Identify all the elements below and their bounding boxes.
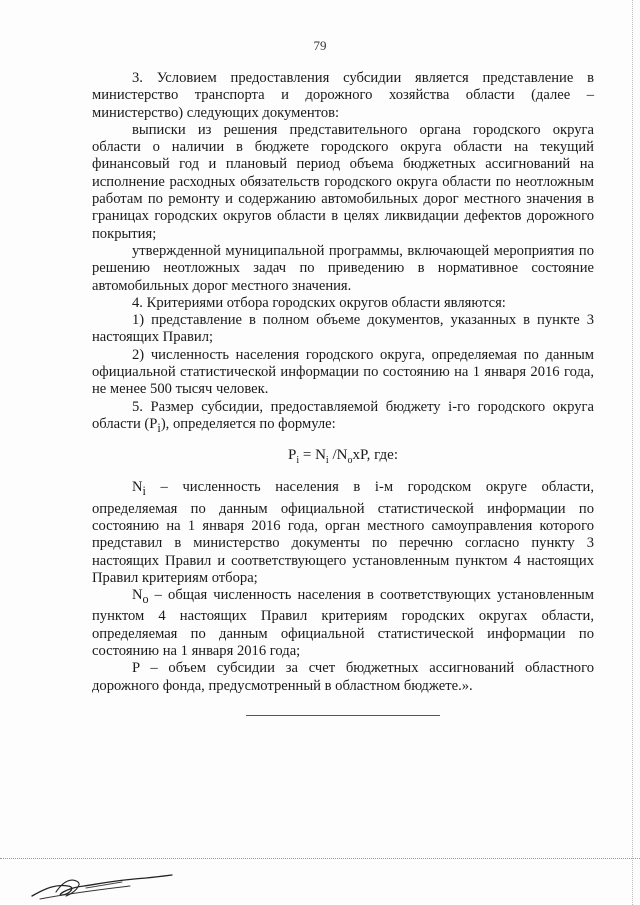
paragraph-condition: 3. Условием предоставления субсидии является представление в министерство транспорта и дорожного хозяйства области (далее – министерство) следующих документов: — [92, 70, 594, 121]
no-text: – общая численность населения в соответствующих установленным пунктом 4 настоящих Правил критериям городских округах области, определяемая по данным официальной статистической информации по состоянию на 1 января 2016 года; — [92, 587, 594, 659]
bottom-rule — [0, 858, 640, 859]
subsidy-size-text-a: 5. Размер субсидии, предоставляемой бюджету i-го городского округа области (P — [92, 398, 594, 432]
formula-eq: = N — [299, 447, 326, 464]
scan-edge — [632, 0, 633, 905]
document-body — [92, 70, 594, 695]
signature-mark — [26, 866, 176, 904]
formula-lhs: P — [288, 447, 297, 464]
paragraph-p-definition: P – объем субсидии за счет бюджетных ассигнований областного дорожного фонда, предусмотренный в областном бюджете.». — [92, 660, 594, 694]
formula-tail: xP, где: — [352, 447, 398, 464]
paragraph-program: утвержденной муниципальной программы, включающей мероприятия по решению неотложных задач по приведению в нормативное состояние автомобильных дорог местного значения. — [92, 242, 594, 294]
page-number: 79 — [313, 38, 327, 53]
paragraph-extract: выписки из решения представительного органа городского округа области о наличии в бюджете городского округа области на текущий финансовый год и плановый период объема бюджетных ассигнований на исполнение расходных обязательств городского округа области по неотложным работам по ремонту и содержанию автомобильных дорог местного значения в границах городских округов области в целях ликвидации дефектов дорожного покрытия; — [92, 121, 594, 242]
paragraph-criteria-heading: 4. Критериями отбора городских округов области являются: — [132, 294, 506, 311]
paragraph-criterion-2: 2) численность населения городского округа, определяемая по данным официальной статистической информации по состоянию на 1 января 2016 года, не менее 500 тысяч человек. — [92, 346, 594, 398]
paragraph-ni-definition — [92, 479, 594, 587]
ni-text: – численность населения в i-м городском округе области, определяемая по данным официальной статистической информации по состоянию на 1 января 2016 года, орган местного самоуправления которого представил в министерство документы по перечню согласно пункту 3 настоящих Правил и соответствующего установленным пунктом 4 настоящих Правил критериям отбора; — [92, 479, 594, 586]
end-divider — [246, 715, 440, 716]
paragraph-criterion-1: 1) представление в полном объеме документов, указанных в пункте 3 настоящих Правил; — [92, 312, 594, 346]
no-symbol: N — [132, 587, 143, 604]
paragraph-subsidy-size — [92, 399, 594, 438]
subsidy-size-text-b: ), определяется по формуле: — [160, 415, 336, 432]
formula-no-sub: o — [347, 455, 353, 467]
subsidy-formula — [92, 447, 594, 469]
formula-lhs-sub: i — [296, 455, 300, 467]
no-sub: o — [142, 592, 149, 607]
ni-sub: i — [142, 484, 146, 499]
formula-div: /N — [328, 447, 348, 464]
formula-n-sub: i — [325, 455, 329, 467]
ni-symbol: N — [132, 479, 143, 496]
subsidy-size-sub: i — [157, 420, 161, 435]
paragraph-no-definition — [92, 587, 594, 660]
